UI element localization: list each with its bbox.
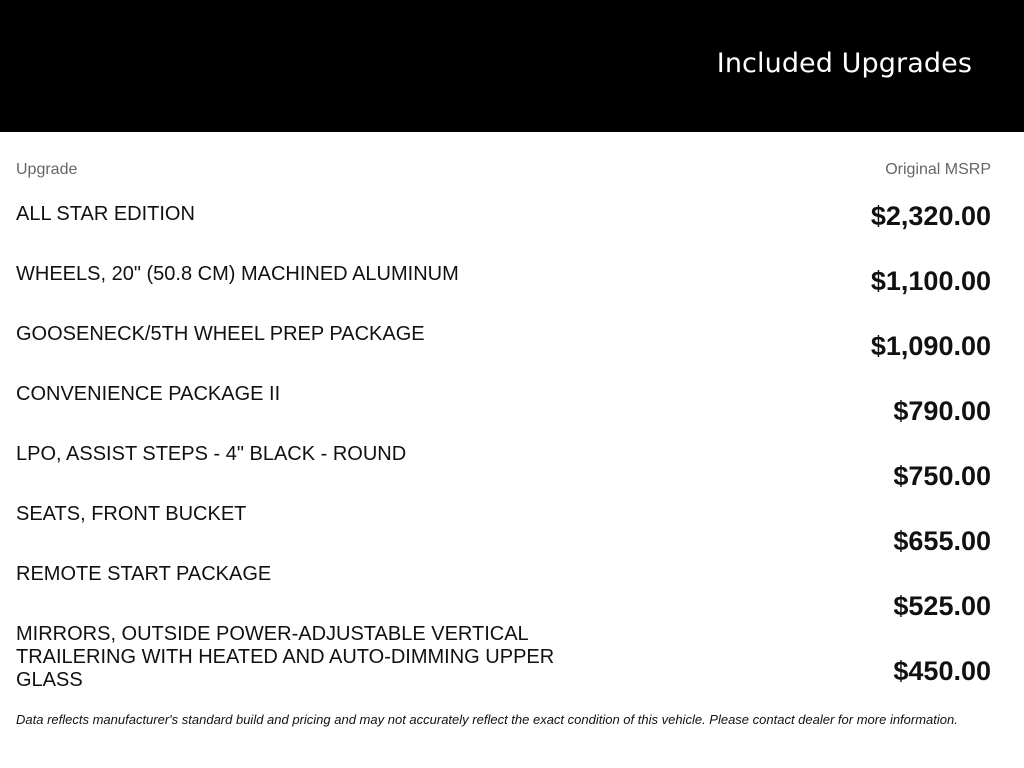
upgrade-price: $750.00: [893, 461, 991, 491]
list-item: [16, 203, 991, 263]
upgrade-name: SEATS, FRONT BUCKET: [16, 503, 247, 525]
list-item: [16, 563, 991, 623]
upgrade-price: $450.00: [893, 656, 991, 686]
upgrade-name: GOOSENECK/5TH WHEEL PREP PACKAGE: [16, 323, 425, 345]
list-item: [16, 323, 991, 383]
upgrade-name: CONVENIENCE PACKAGE II: [16, 383, 281, 405]
upgrade-name: ALL STAR EDITION: [16, 203, 195, 225]
upgrade-price: $2,320.00: [870, 201, 991, 231]
upgrade-name: REMOTE START PACKAGE: [16, 563, 272, 585]
upgrade-price: $790.00: [893, 396, 991, 426]
upgrade-price: $655.00: [893, 526, 991, 556]
upgrade-name: WHEELS, 20" (50.8 CM) MACHINED ALUMINUM: [16, 263, 459, 285]
upgrade-price: $1,090.00: [870, 331, 991, 361]
upgrade-price: $525.00: [893, 591, 991, 621]
upgrade-name: LPO, ASSIST STEPS - 4" BLACK - ROUND: [16, 443, 407, 465]
list-item: [16, 263, 991, 323]
header-bar: [0, 0, 1024, 132]
list-item: [16, 383, 991, 443]
table-header: [16, 161, 991, 181]
upgrade-price: $1,100.00: [870, 266, 991, 296]
upgrades-list: [16, 203, 991, 695]
list-item: [16, 623, 991, 695]
disclaimer-text: Data reflects manufacturer's standard build and pricing and may not accurately reflect the exact condition of this vehicle. Please contact dealer for more information.: [16, 712, 958, 727]
page-title: Included Upgrades: [716, 48, 972, 79]
column-header-upgrade: Upgrade: [16, 161, 78, 178]
upgrade-name: MIRRORS, OUTSIDE POWER-ADJUSTABLE VERTICAL TRAILERING WITH HEATED AND AUTO-DIMMING UPPER GLASS: [16, 623, 555, 691]
list-item: [16, 443, 991, 503]
column-header-msrp: Original MSRP: [885, 161, 991, 178]
list-item: [16, 503, 991, 563]
